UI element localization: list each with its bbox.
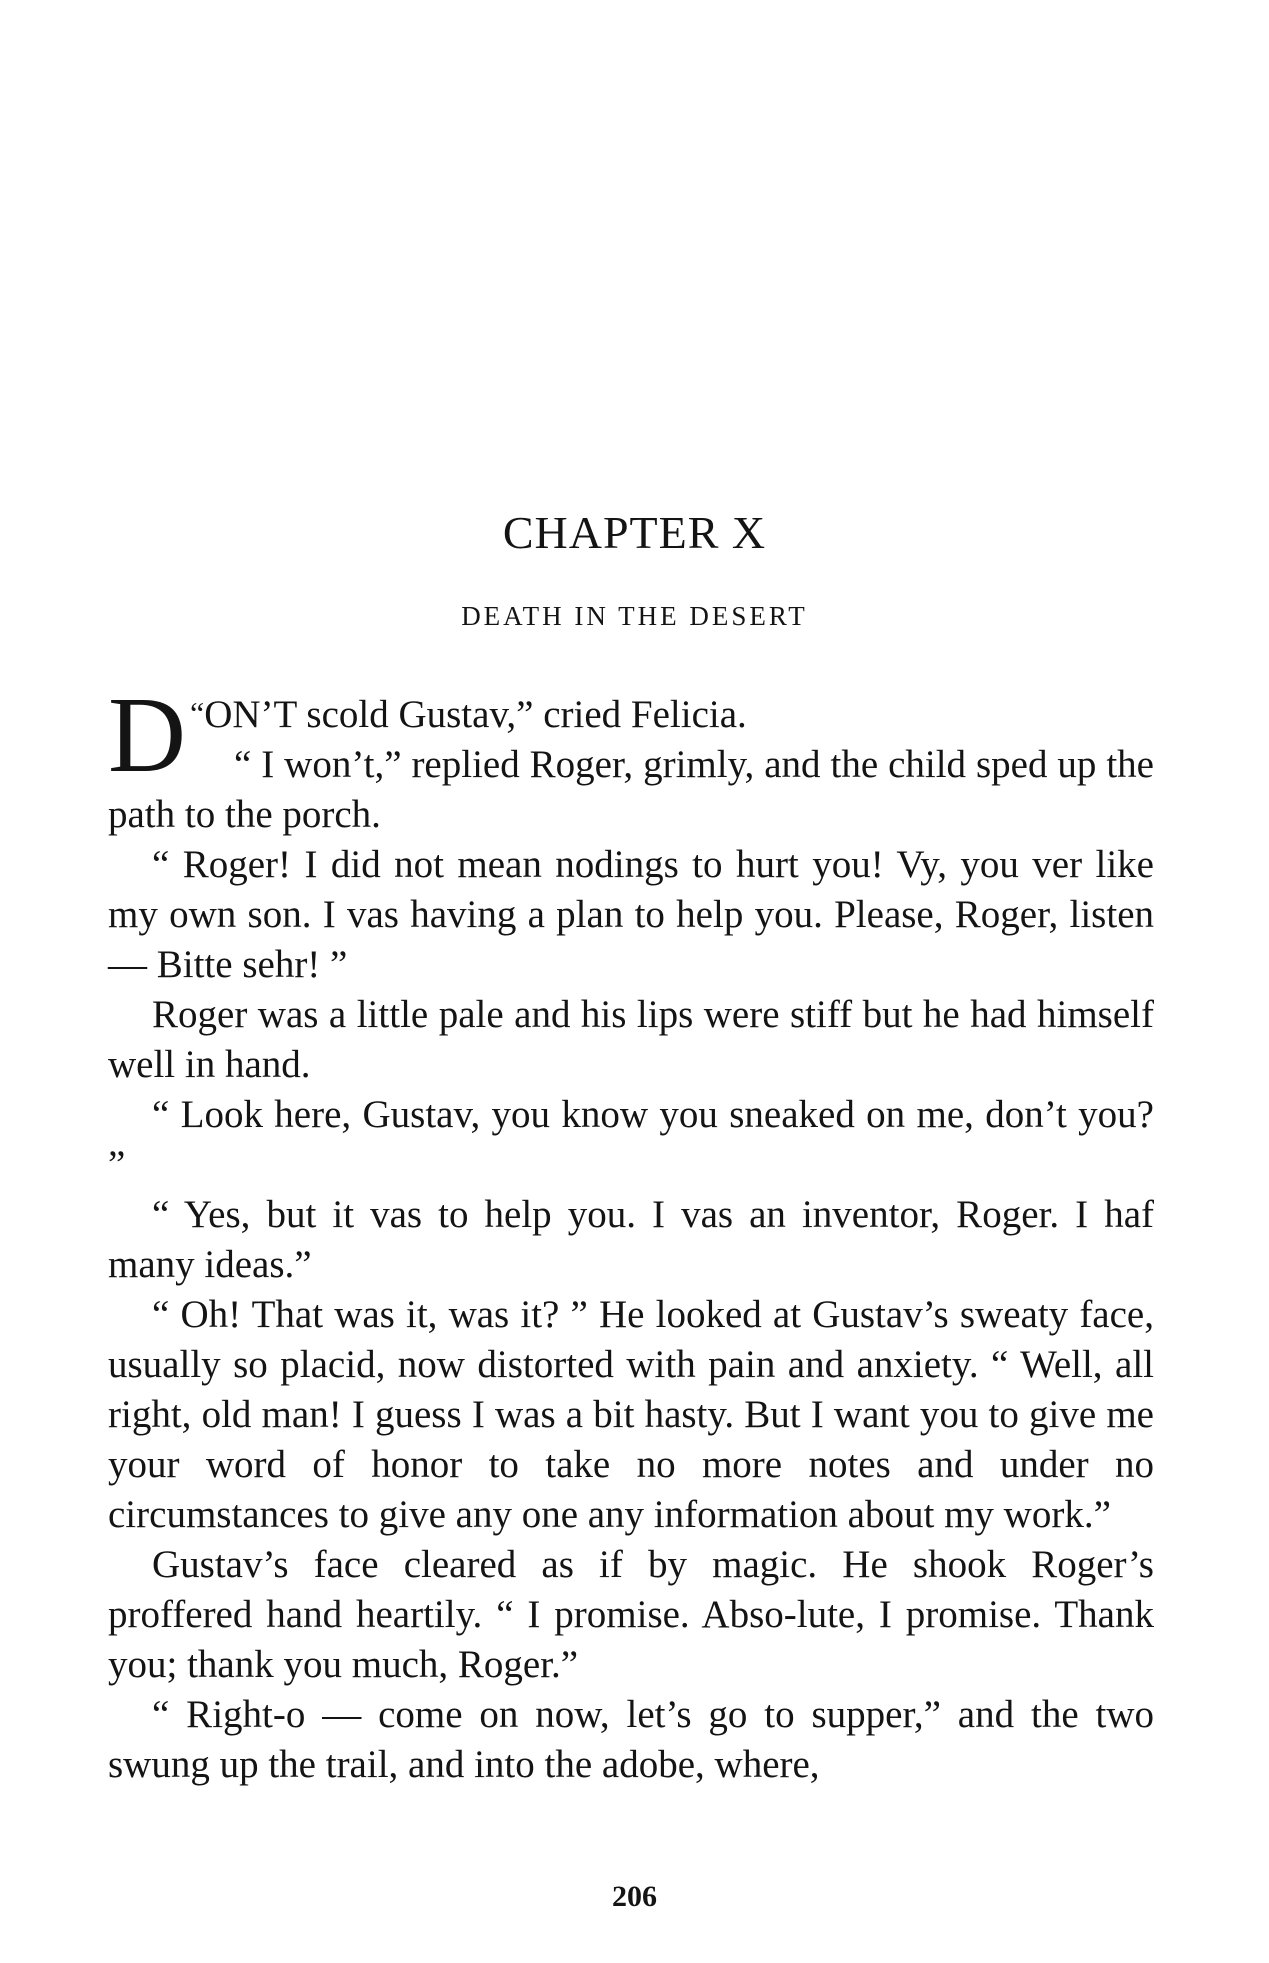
drop-cap: D [108,676,186,795]
opening-quote-mark: “ [190,695,205,731]
paragraph: “ Yes, but it vas to help you. I vas an inventor, Roger. I haf many ideas.” [108,1193,1154,1286]
chapter-subtitle: DEATH IN THE DESERT [461,601,808,631]
paragraph: Gustav’s face cleared as if by magic. He shook Roger’s proffered hand heartily. “ I promise. Abso-lute, I promise. Thank you; thank you much, Roger.” [108,1543,1154,1686]
paragraph: “ Right-o — come on now, let’s go to supper,” and the two swung up the trail, and into the adobe, where, [108,1693,1154,1786]
paragraph: “ Roger! I did not mean nodings to hurt you! Vy, you ver like my own son. I vas having a plan to help you. Please, Roger, listen — Bitte sehr! ” [108,843,1154,986]
chapter-title: CHAPTER X [502,507,767,558]
chapter-body [108,676,1154,1790]
paragraph: Roger was a little pale and his lips were stiff but he had himself well in hand. [108,993,1154,1086]
opening-text: ON’T scold Gustav,” cried Felicia. [204,693,747,736]
paragraph: “ Look here, Gustav, you know you sneaked on me, don’t you? ” [108,1093,1154,1186]
page-number: 206 [612,1880,657,1913]
paragraph: “ Oh! That was it, was it? ” He looked at Gustav’s sweaty face, usually so placid, now distorted with pain and anxiety. “ Well, all right, old man! I guess I was a bit hasty. But I want you to give me your word of honor to take no more notes and under no circumstances to give any one any information about my work.” [108,1293,1154,1536]
paragraph: “ I won’t,” replied Roger, grimly, and the child sped up the path to the porch. [108,743,1154,836]
